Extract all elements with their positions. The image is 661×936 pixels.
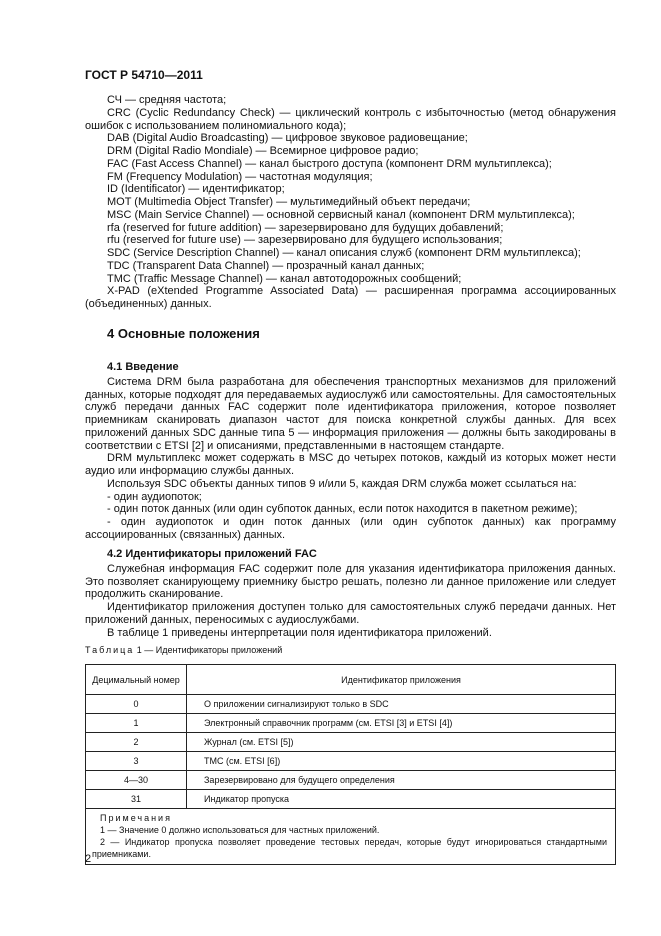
abbreviation: FAC (Fast Access Channel) — канал быстрого доступа (компонент DRM мультиплекса); (107, 157, 552, 170)
list-item: - один аудиопоток; (107, 490, 202, 503)
list-item: - один аудиопоток и один поток данных (или один субпоток данных) как программу ассоциированных (связанных) данных. (85, 516, 616, 541)
abbreviation: rfu (reserved for future use) — зарезервировано для будущего использования; (107, 234, 503, 247)
table-row (86, 752, 616, 771)
section-4-1 (85, 361, 616, 542)
section-4-2-heading: 4.2 Идентификаторы приложений FAC (107, 548, 317, 560)
abbreviation: FM (Frequency Modulation) — частотная модуляция; (107, 170, 373, 183)
cell-identifier: Индикатор пропуска (187, 790, 616, 809)
paragraph: Используя SDC объекты данных типов 9 и/или 5, каждая DRM служба может ссылаться на: (107, 477, 577, 490)
abbreviation: DRM (Digital Radio Mondiale) — Всемирное цифровое радио; (107, 145, 419, 157)
section-4-heading: 4 Основные положения (107, 326, 260, 341)
abbreviation: SDC (Service Description Channel) — канал описания служб (компонент DRM мультиплекса); (107, 247, 581, 259)
note: 1 — Значение 0 должно использоваться для частных приложений. (100, 825, 380, 835)
paragraph: Система DRM была разработана для обеспечения транспортных механизмов для приложений данных, которые подходят для передаваемых аудиослужб или самостоятельны. Для самостоятельных служб передачи данных FAC содержит поле идентификатора приложения, которое позволяет приемникам сканировать диапазон частот для поиска конкретной службы данных. Для всех приложений данных SDC данные типа 5 — информация приложения — должны быть закодированы в соответствии с ETSI [2] и описаниями, представленными в настоящем стандарте. (85, 375, 616, 452)
abbreviation: TMC (Traffic Message Channel) — канал автотодорожных сообщений; (107, 272, 462, 285)
abbreviation: СЧ — средняя частота; (107, 94, 227, 106)
table-row (86, 695, 616, 714)
abbreviation: MOT (Multimedia Object Transfer) — мультимедийный объект передачи; (107, 196, 471, 208)
note: 2 — Индикатор пропуска позволяет проведение тестовых передач, которые будут игнорироваться стандартными приемниками. (92, 837, 607, 859)
abbreviation: MSC (Main Service Channel) — основной сервисный канал (компонент DRM мультиплекса); (107, 208, 575, 221)
table-row (86, 714, 616, 733)
section-4-1-heading: 4.1 Введение (107, 361, 179, 373)
cell-number: 0 (86, 695, 187, 714)
column-header: Идентификатор приложения (187, 665, 616, 695)
cell-number: 1 (86, 714, 187, 733)
document-header: ГОСТ Р 54710—2011 (85, 68, 203, 82)
cell-number: 3 (86, 752, 187, 771)
cell-number: 4—30 (86, 771, 187, 790)
table-row (86, 733, 616, 752)
cell-number: 31 (86, 790, 187, 809)
cell-identifier: Зарезервировано для будущего определения (187, 771, 616, 790)
page-number: 2 (85, 853, 92, 865)
notes-title: Примечания (100, 813, 172, 823)
column-header: Децимальный номер (86, 665, 187, 695)
table-row (86, 790, 616, 809)
table-row (86, 771, 616, 790)
abbreviations-list (85, 94, 616, 311)
table-notes-row (86, 809, 616, 865)
abbreviation: DAB (Digital Audio Broadcasting) — цифровое звуковое радиовещание; (107, 132, 468, 145)
abbreviation: CRC (Cyclic Redundancy Check) — циклический контроль с избыточностью (метод обнаружения ошибок с использованием полиномиального кода); (85, 106, 616, 132)
abbreviation: rfa (reserved for future addition) — зарезервировано для будущих добавлений; (107, 221, 504, 234)
cell-identifier: О приложении сигнализируют только в SDC (187, 695, 616, 714)
abbreviation: TDC (Transparent Data Channel) — прозрачный канал данных; (107, 259, 425, 272)
cell-identifier: TMC (см. ETSI [6]) (187, 752, 616, 771)
cell-identifier: Электронный справочник программ (см. ETSI [3] и ETSI [4]) (187, 714, 616, 733)
paragraph: В таблице 1 приведены интерпретации поля идентификатора приложений. (107, 626, 492, 639)
cell-identifier: Журнал (см. ETSI [5]) (187, 733, 616, 752)
abbreviation: ID (Identificator) — идентификатор; (107, 183, 285, 196)
application-identifiers-table (85, 664, 616, 865)
cell-number: 2 (86, 733, 187, 752)
table-caption-label: Таблица (85, 645, 135, 655)
paragraph: Идентификатор приложения доступен только для самостоятельных служб передачи данных. Нет приложений данных, переносимых с аудиослужбами. (85, 601, 616, 626)
paragraph: Служебная информация FAC содержит поле для указания идентификатора приложения данных. Это позволяет сканирующему приемнику быстро решать, полезно ли данное приложение или следует продолжить сканирование. (85, 562, 616, 601)
abbreviation: X-PAD (eXtended Programme Associated Data) — расширенная программа ассоциированных (объединенных) данных. (85, 285, 616, 310)
paragraph: DRM мультиплекс может содержать в MSC до четырех потоков, каждый из которых может нести аудио или информацию службы данных. (85, 452, 616, 477)
table-caption (85, 645, 282, 655)
table-caption-title: 1 — Идентификаторы приложений (134, 645, 283, 655)
section-4-2 (85, 548, 616, 639)
table-notes (86, 809, 616, 865)
table-header-row (86, 665, 616, 695)
list-item: - один поток данных (или один субпоток данных, если поток находится в пакетном режиме); (107, 503, 578, 516)
